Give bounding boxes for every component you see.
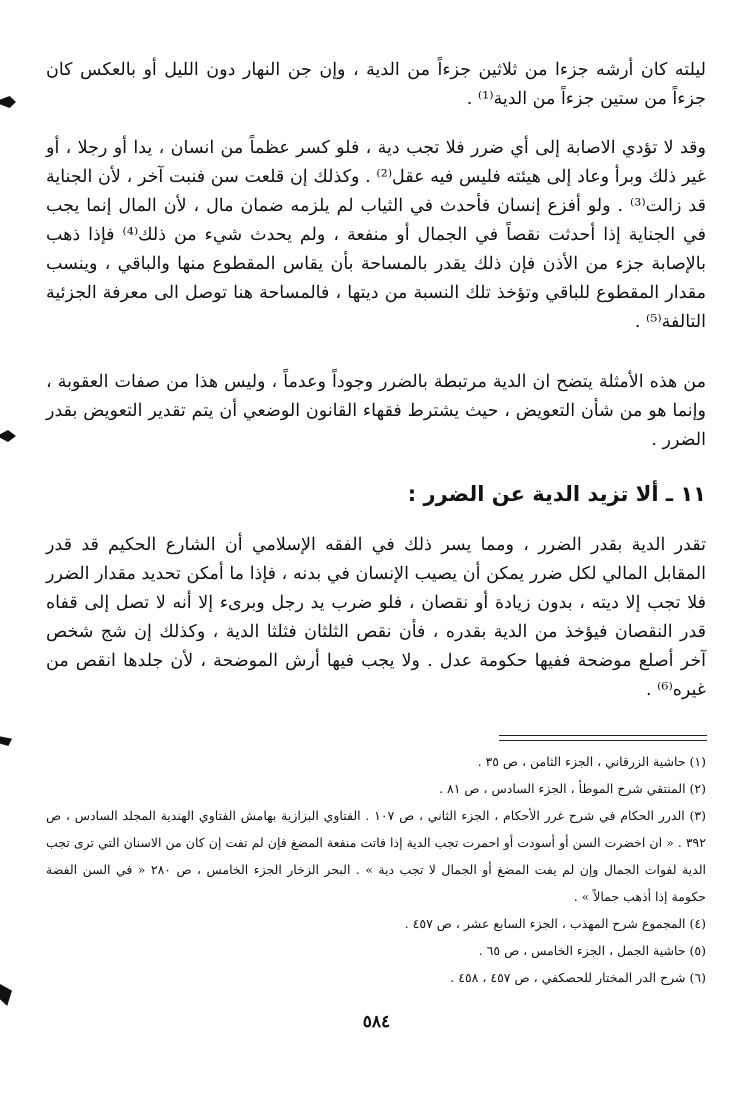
paragraph-continuation: ليلته كان أرشه جزءا من ثلاثين جزءاً من الدية ، وإن جن النهار دون الليل أو بالعكس كان جزءاً من ستين جزءاً من الدية⁽¹⁾ . [46, 60, 706, 109]
binding-mark [0, 430, 16, 442]
footnote-3: (٣) الدرر الحكام في شرح غرر الأحكام ، الجزء الثاني ، ص ١٠٧ . الفتاوي البزازية بهامش الفتاوي الهندية المجلد السادس ، ص ٣٩٢ . « ان اخضرت السن أو أسودت أو احمرت تجب الدية إذا فاتت منفعة المضغ فإن لم تفت إن كان من الاسنان التي ترى تجب الدية لفوات الجمال وإن لم يفت المضغ أو الجمال لا تجب دية » . البحر الزخار الجزء الخامس ، ص ٢٨٠ « في السن الفضة حكومة إذا أذهب جمالاً » . [46, 808, 707, 904]
page-number: ٥٨٤ [362, 1012, 391, 1032]
paragraph-examples: وقد لا تؤدي الاصابة إلى أي ضرر فلا تجب دية ، فلو كسر عظماً من انسان ، يدا أو رجلا ، أو غير ذلك وبرأ وعاد إلى هيئته فليس فيه عقل⁽²⁾ . وكذلك إن قلعت سن فنبت آخر ، لأن الجناية قد زالت⁽³⁾ . ولو أفزع إنسان فأحدث في الثياب لم يلزمه ضمان مال ، لأن المال إنما يجب في الجناية إذا أحدثت نقصاً في الجمال أو منفعة ، ولم يحدث شيء من ذلك⁽⁴⁾ فإذا ذهب بالإصابة جزء من الأذن فإن ذلك يقدر بالمساحة بأن يقاس المقطوع منها والباقي ، وينسب مقدار المقطوع للباقي وتؤخذ تلك النسبة من ديتها ، فالمساحة هنا توصل الى معرفة الجزئية التالفة⁽⁵⁾ . [46, 138, 706, 332]
footnote-4: (٤) المجموع شرح المهذب ، الجزء السابع عشر ، ص ٤٥٧ . [404, 916, 706, 931]
footnote-divider [499, 740, 707, 741]
binding-mark [0, 96, 16, 108]
footnote-6: (٦) شرح الدر المختار للحصكفي ، ص ٤٥٧ ، ٤٥٨ . [450, 970, 706, 985]
footnote-2: (٢) المنتقي شرح الموطأ ، الجزء السادس ، ص ٨١ . [439, 781, 706, 796]
paragraph-conclusion: من هذه الأمثلة يتضح ان الدية مرتبطة بالضرر وجوداً وعدماً ، وليس هذا من صفات العقوبة ، وإنما هو من شأن التعويض ، حيث يشترط فقهاء القانون الوضعي أن يتم تقدير التعويض بقدر الضرر . [46, 372, 706, 450]
binding-mark [0, 984, 12, 1006]
binding-mark [0, 734, 12, 746]
footnote-divider [499, 735, 707, 736]
footnote-5: (٥) حاشية الجمل ، الجزء الخامس ، ص ٦٥ . [478, 943, 706, 958]
paragraph-section-11: تقدر الدية بقدر الضرر ، ومما يسر ذلك في الفقه الإسلامي أن الشارع الحكيم قد قدر المقابل المالي لكل ضرر يمكن أن يصيب الإنسان في بدنه ، فإذا ما أمكن تحديد مقدار الضرر فلا تجب إلا ديته ، بدون زيادة أو نقصان ، فلو ضرب يد رجل وبرىء إلا أنه لا تصل إلى قفاه قدر النقصان فيؤخذ من الدية بقدره ، فأن نقص الثلثان فثلثا الدية ، وكذلك إن شج شخص آخر أصلع موضحة ففيها حكومة عدل . ولا يجب فيها أرش الموضحة ، لأن جلدها انقص من غيره⁽⁶⁾ . [46, 535, 706, 700]
footnotes [46, 748, 706, 991]
footnote-1: (١) حاشية الزرقاني ، الجزء الثامن ، ص ٣٥ . [477, 754, 706, 769]
section-heading: ١١ ـ ألا تزيد الدية عن الضرر : [407, 482, 706, 506]
